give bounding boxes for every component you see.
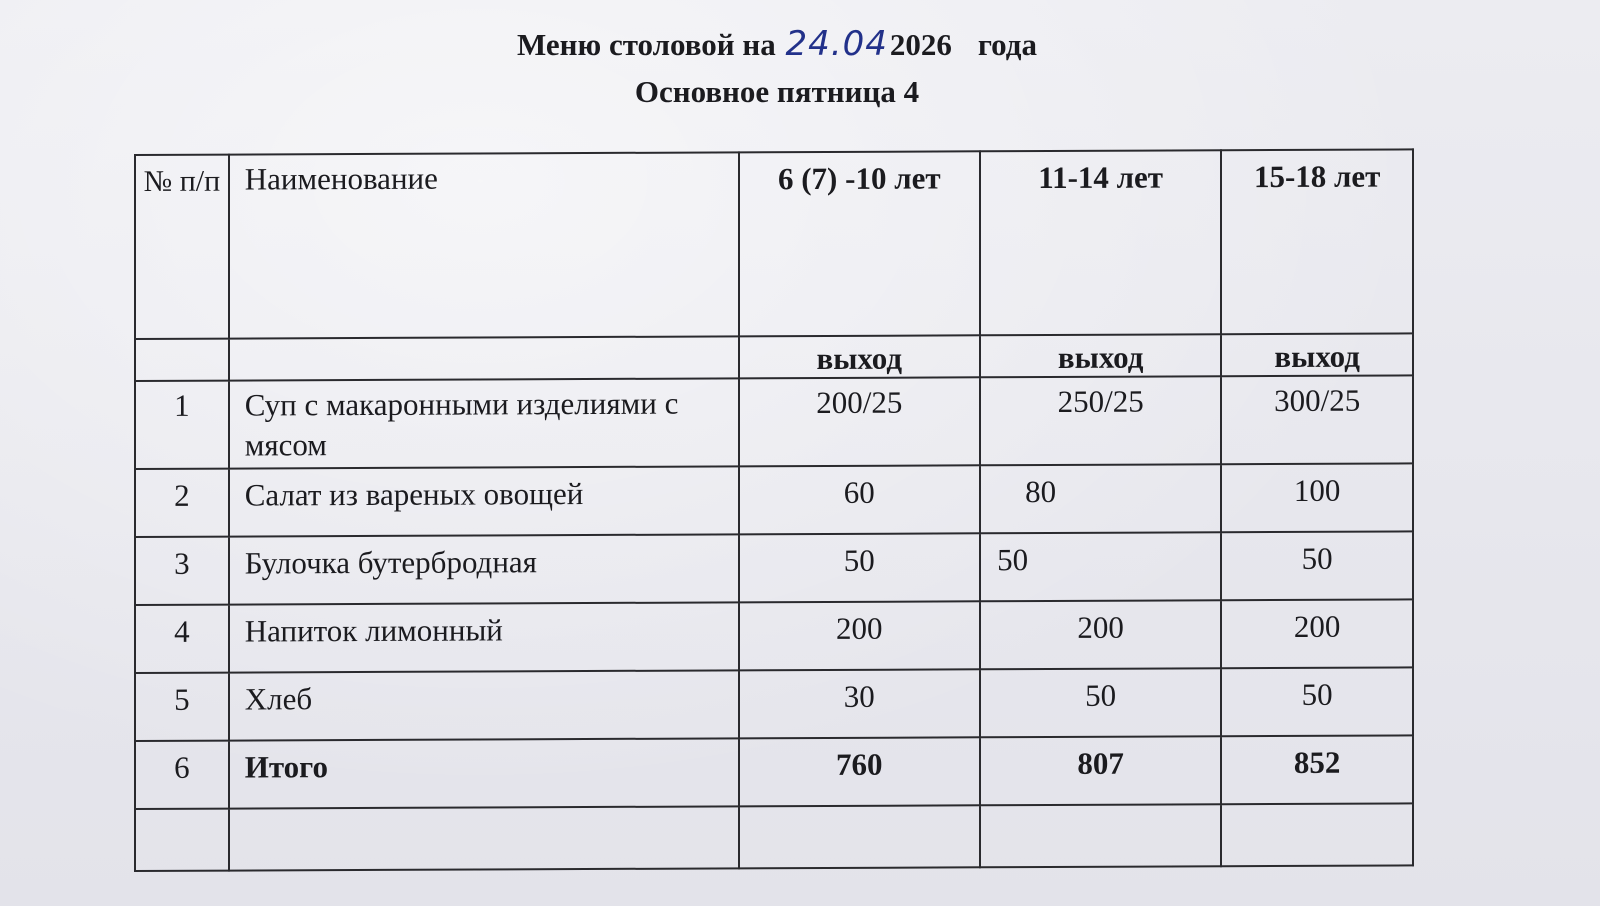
header-age-15-18: 15-18 лет <box>1221 149 1413 334</box>
table-header-row <box>135 149 1413 339</box>
row-value-age-15-18: 50 <box>1221 531 1413 600</box>
total-age-6-10: 760 <box>739 737 980 806</box>
handwritten-date: 24.04 <box>785 24 888 64</box>
row-value-age-15-18: 200 <box>1221 599 1413 668</box>
row-value-age-6-10: 30 <box>739 669 980 738</box>
table-subheader-row <box>135 333 1413 381</box>
document-subtitle: Основное пятница 4 <box>634 74 920 109</box>
empty-cell <box>229 806 739 870</box>
subheader-output-2: выход <box>980 334 1221 377</box>
row-value-age-6-10: 200 <box>739 601 980 670</box>
row-name: Напиток лимонный <box>229 602 739 672</box>
total-age-11-14: 807 <box>980 736 1221 805</box>
row-value-age-15-18: 100 <box>1221 463 1413 532</box>
row-value-age-11-14 <box>980 532 1221 601</box>
row-value-age-6-10: 60 <box>739 465 980 534</box>
header-number: № п/п <box>135 155 229 339</box>
row-value-age-11-14 <box>980 464 1221 533</box>
row-name: Хлеб <box>229 670 739 740</box>
header-age-6-10: 6 (7) -10 лет <box>739 151 980 336</box>
row-number: 3 <box>135 537 229 605</box>
subheader-output-3: выход <box>1221 333 1413 376</box>
table-row <box>135 463 1413 537</box>
document-title <box>0 24 1577 65</box>
row-name: Булочка бутербродная <box>229 534 739 604</box>
row-number: 2 <box>135 469 229 537</box>
subheader-output-1: выход <box>739 335 980 378</box>
row-name: Суп с макаронными изделиями с мясом <box>229 378 739 468</box>
row-number: 5 <box>135 673 229 741</box>
row-value-age-15-18: 300/25 <box>1221 375 1413 464</box>
empty-cell <box>1221 803 1413 866</box>
subheader-empty-num <box>135 339 229 381</box>
total-label: Итого <box>229 738 739 808</box>
row-value-age-11-14: 50 <box>980 668 1221 737</box>
subheader-empty-name <box>229 336 739 380</box>
empty-cell <box>980 804 1221 867</box>
table-empty-row <box>135 803 1413 871</box>
title-suffix: года <box>977 27 1037 62</box>
row-value-text: 50 <box>997 542 1029 578</box>
row-value-age-11-14: 200 <box>980 600 1221 669</box>
title-prefix: Меню столовой на <box>517 27 776 62</box>
header-name: Наименование <box>229 152 739 338</box>
menu-table <box>134 148 1414 872</box>
row-value-age-11-14: 250/25 <box>980 376 1221 465</box>
row-value-age-6-10: 200/25 <box>739 377 980 466</box>
row-number: 4 <box>135 605 229 673</box>
table-row <box>135 531 1413 605</box>
table-row <box>135 599 1413 673</box>
total-number: 6 <box>135 741 229 809</box>
table-total-row <box>135 735 1413 809</box>
empty-cell <box>739 805 980 868</box>
row-value-text: 80 <box>1025 473 1057 510</box>
table-row <box>135 375 1413 469</box>
row-name: Салат из вареных овощей <box>229 466 739 536</box>
header-age-11-14: 11-14 лет <box>980 150 1221 335</box>
title-year: 2026 <box>889 27 952 62</box>
total-age-15-18: 852 <box>1221 735 1413 804</box>
row-value-age-15-18: 50 <box>1221 667 1413 736</box>
row-value-age-6-10: 50 <box>739 533 980 602</box>
empty-cell <box>135 809 229 871</box>
table-row <box>135 667 1413 741</box>
row-number: 1 <box>135 381 229 469</box>
